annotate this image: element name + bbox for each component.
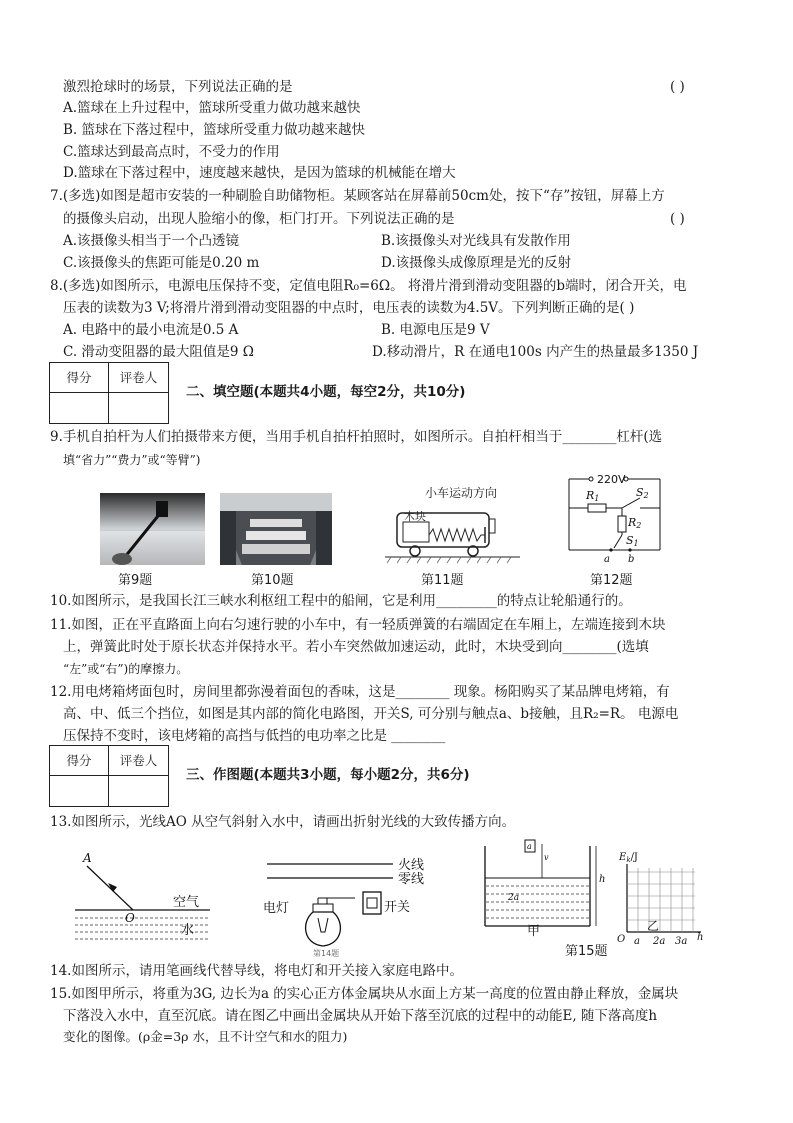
q8-option-b: B. 电源电压是9 V (381, 322, 490, 338)
q10-stem: 10.如图所示，是我国长江三峡水利枢纽工程中的船闸，它是利用_________的特点让轮船通行的。 (50, 593, 632, 609)
point-a-label: A (83, 851, 92, 865)
origin-label: O (617, 934, 626, 945)
s1-subscript: 1 (633, 539, 639, 548)
cart-direction-label: 小车运动方向 (425, 486, 498, 500)
q8-stem-line1: 8.(多选)如图所示，电源电压保持不变，定值电阻R₀=6Ω。 将滑片滑到滑动变阻器的b端时，闭合开关，电 (50, 278, 687, 294)
q7-option-c: C.该摄像头的焦距可能是0.20 m (63, 255, 260, 271)
block-label: 木块 (404, 510, 426, 523)
q11-stem-line3: “左”或“右”)的摩擦力。 (63, 662, 189, 676)
fig13-refraction-diagram (75, 848, 215, 948)
r2-subscript: 2 (636, 521, 642, 530)
fig10-caption: 第10题 (251, 573, 294, 588)
q6-option-d: D.篮球在下落过程中，速度越来越快，是因为篮球的机械能在增大 (63, 165, 456, 181)
grader-cell[interactable] (109, 393, 168, 423)
q12-stem-line3: 压保持不变时，该电烤箱的高挡与低挡的电功率之比是 ________ (63, 728, 446, 744)
score-cell[interactable] (50, 393, 109, 423)
grader-cell[interactable] (109, 776, 168, 806)
tick-a-label: a (634, 936, 640, 947)
tick-2a-label: 2a (653, 936, 666, 947)
q7-stem-line1: 7.(多选)如图是超市安装的一种刷脸自助储物柜。某顾客站在屏幕前50cm处，按下“存”按钮，屏幕上方 (50, 188, 665, 204)
fig11-cart-diagram (385, 485, 520, 567)
q15-stem-line1: 15.如图甲所示，将重为3G, 边长为a 的实心正方体金属块从水面上方某一高度的位置由静止释放，金属块 (50, 986, 679, 1002)
fig15-beaker-diagram (480, 838, 610, 928)
q15-stem-line3: 变化的图像。(ρ金=3ρ 水，且不计空气和水的阻力) (63, 1029, 348, 1044)
water-label: 水 (181, 923, 195, 938)
q9-stem-line2: 填“省力”“费力”或“等臂”) (63, 453, 201, 467)
section3-heading: 三、作图题(本题共3小题，每小题2分，共6分) (186, 767, 470, 783)
q6-stem-tail: 激烈抢球时的场景，下列说法正确的是 (63, 79, 293, 95)
neutral-wire-label: 零线 (398, 872, 425, 887)
score-label: 得分 (50, 363, 109, 393)
q8-stem-line2: 压表的读数为3 V;将滑片滑到滑动变阻器的中点时，电压表的读数为4.5V。下列判断正确的是( ) (63, 300, 635, 316)
q13-stem: 13.如图所示，光线AO 从空气斜射入水中，请画出折射光线的大致传播方向。 (50, 814, 516, 830)
fig14-caption: 第14题 (313, 949, 340, 958)
voltage-label: 220V (597, 473, 626, 486)
svg-text:R1 (585, 489, 599, 503)
fig14-household-circuit (263, 852, 438, 958)
q15-stem-line2: 下落没入水中，直至沉底。请在图乙中画出金属块从开始下落至沉底的过程中的动能E, 随下落高度h (63, 1008, 658, 1024)
ek-axis-unit: /J (630, 852, 638, 863)
terminal-b-label: b (628, 554, 635, 564)
grader-label: 评卷人 (109, 746, 168, 776)
point-o-label: O (125, 911, 135, 925)
q6-option-a: A.篮球在上升过程中，篮球所受重力做功越来越快 (63, 100, 361, 116)
fig15-yi-label: 乙 (647, 919, 660, 933)
score-label: 得分 (50, 746, 109, 776)
q7-option-d: D.该摄像头成像原理是光的反射 (381, 255, 572, 271)
ek-axis-label: E (619, 852, 627, 863)
q7-option-b: B.该摄像头对光线具有发散作用 (381, 233, 571, 249)
r1-subscript: 1 (594, 494, 600, 503)
q9-stem-line1: 9.手机自拍杆为人们拍摄带来方便，当用手机自拍杆拍照时，如图所示。自拍杆相当于________杠杆(选 (50, 429, 663, 445)
fig9-caption: 第9题 (118, 573, 153, 588)
score-cell[interactable] (50, 776, 109, 806)
tick-3a-label: 3a (675, 936, 688, 947)
svg-text:S2 (636, 486, 649, 500)
lamp-label: 电灯 (263, 901, 290, 916)
grader-label: 评卷人 (109, 363, 168, 393)
fig11-caption: 第11题 (421, 573, 464, 588)
fig15-jia-label: 甲 (527, 924, 541, 939)
q6-option-c: C.篮球达到最高点时，不受力的作用 (63, 144, 280, 160)
q7-answer-paren: ( ) (670, 211, 685, 227)
svg-text:R2 (627, 516, 641, 530)
fig15-caption: 第15题 (565, 944, 608, 959)
switch-label: 开关 (384, 900, 411, 915)
q11-stem-line2: 上，弹簧此时处于原长状态并保持水平。若小车突然做加速运动，此时，木块受到向________(选填 (63, 639, 649, 655)
ek-axis-subscript: k (626, 856, 631, 864)
q8-option-d: D.移动滑片，R 在通电100s 内产生的热量最多1350 J (372, 344, 699, 360)
velocity-label: v (544, 853, 549, 862)
q7-option-a: A.该摄像头相当于一个凸透镜 (63, 233, 240, 249)
fig12-caption: 第12题 (590, 573, 633, 588)
section2-heading: 二、填空题(本题共4小题，每空2分，共10分) (186, 384, 466, 400)
air-label: 空气 (173, 895, 200, 910)
q14-stem: 14.如图所示，请用笔画线代替导线，将电灯和开关接入家庭电路中。 (50, 963, 463, 979)
score-box (49, 362, 169, 424)
block-side-a-label: a (527, 842, 532, 851)
r1-label: R (586, 489, 595, 502)
fig12-circuit-diagram (560, 472, 670, 564)
q6-option-b: B. 篮球在下落过程中，篮球所受重力做功越来越快 (63, 122, 366, 138)
s1-label: S (626, 534, 634, 547)
q11-stem-line1: 11.如图，正在平直路面上向右匀速行驶的小车中，有一轻质弹簧的右端固定在车厢上，左端连接到木块 (50, 617, 666, 633)
fig10-ship-lock-photo (220, 493, 332, 565)
q7-stem-line2: 的摄像头启动，出现人脸缩小的像，柜门打开。下列说法正确的是 (63, 211, 455, 227)
svg-text:S1 (626, 534, 639, 548)
q8-option-a: A. 电路中的最小电流是0.5 A (63, 322, 239, 338)
fig15-energy-graph (617, 848, 707, 948)
r2-label: R (628, 516, 637, 529)
height-label: h (599, 874, 606, 885)
score-box (49, 745, 169, 807)
live-wire-label: 火线 (398, 858, 425, 873)
q12-stem-line2: 高、中、低三个挡位，如图是其内部的简化电路图，开关S, 可分别与触点a、b接触，且R₂=R。 电源电 (63, 706, 679, 722)
h-axis-label: h (697, 932, 704, 943)
fig9-selfie-photo (100, 493, 205, 565)
water-depth-label: 2a (508, 893, 520, 903)
svg-text:Ek/J (618, 852, 638, 864)
terminal-a-label: a (604, 554, 610, 564)
s2-subscript: 2 (643, 491, 649, 500)
q12-stem-line1: 12.用电烤箱烤面包时，房间里都弥漫着面包的香味，这是________ 现象。杨阳购买了某品牌电烤箱，有 (50, 684, 670, 700)
q6-answer-paren: ( ) (670, 79, 685, 95)
q8-option-c: C. 滑动变阻器的最大阻值是9 Ω (63, 344, 255, 360)
s2-label: S (636, 486, 644, 499)
